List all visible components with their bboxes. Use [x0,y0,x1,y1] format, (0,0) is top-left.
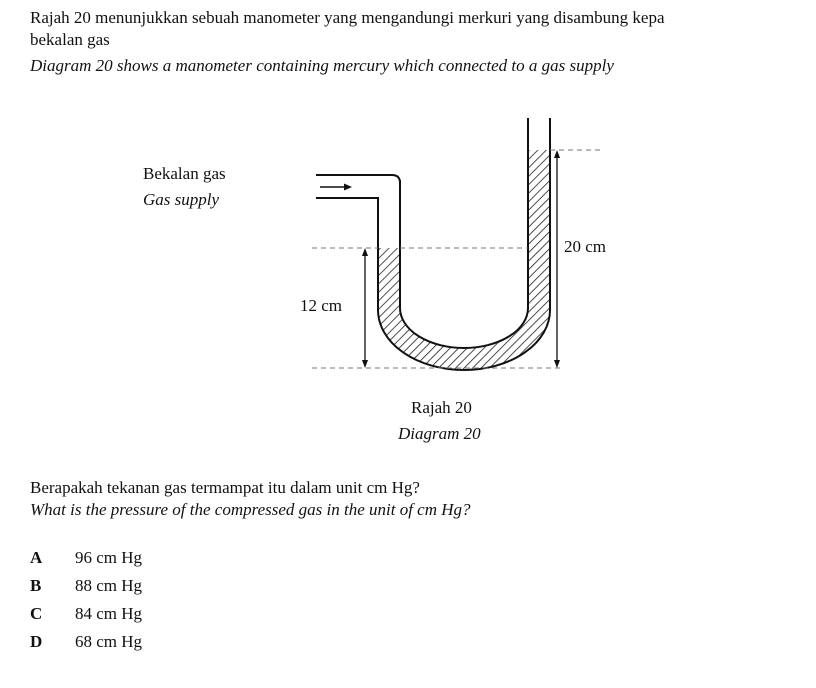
left-height-label: 12 cm [300,296,343,315]
question-stem-en: Diagram 20 shows a manometer containing mercury which connected to a gas supply [30,56,614,75]
left-dimension-arrow [362,248,368,368]
u-tube-inner-wall [400,118,528,348]
question-prompt-en: What is the pressure of the compressed gas in the unit of cm Hg? [30,500,471,519]
gas-supply-label-ms: Bekalan gas [143,164,226,183]
question-prompt-ms: Berapakah tekanan gas termampat itu dalam unit cm Hg? [30,478,420,497]
right-height-label: 20 cm [564,237,607,256]
option-c-text[interactable]: 84 cm Hg [75,604,143,623]
gas-supply-label-en: Gas supply [143,190,220,209]
option-b-text[interactable]: 88 cm Hg [75,576,143,595]
diagram-caption-en: Diagram 20 [398,424,481,443]
mercury-column [378,150,550,370]
question-stem-ms-line1: Rajah 20 menunjukkan sebuah manometer yang mengandungi merkuri yang disambung kepa [30,8,665,27]
option-a-text[interactable]: 96 cm Hg [75,548,143,567]
option-c-letter: C [30,604,43,623]
option-d-letter: D [30,632,43,651]
option-a-letter: A [30,548,43,567]
option-d-text[interactable]: 68 cm Hg [75,632,143,651]
diagram-caption-ms: Rajah 20 [411,398,472,417]
question-stem-ms-line2: bekalan gas [30,30,110,49]
gas-flow-arrow-icon [320,184,352,191]
gas-inlet-pipe-top [316,175,400,183]
right-dimension-arrow [554,150,560,368]
option-b-letter: B [30,576,42,595]
gas-inlet-pipe-bottom [316,198,378,206]
